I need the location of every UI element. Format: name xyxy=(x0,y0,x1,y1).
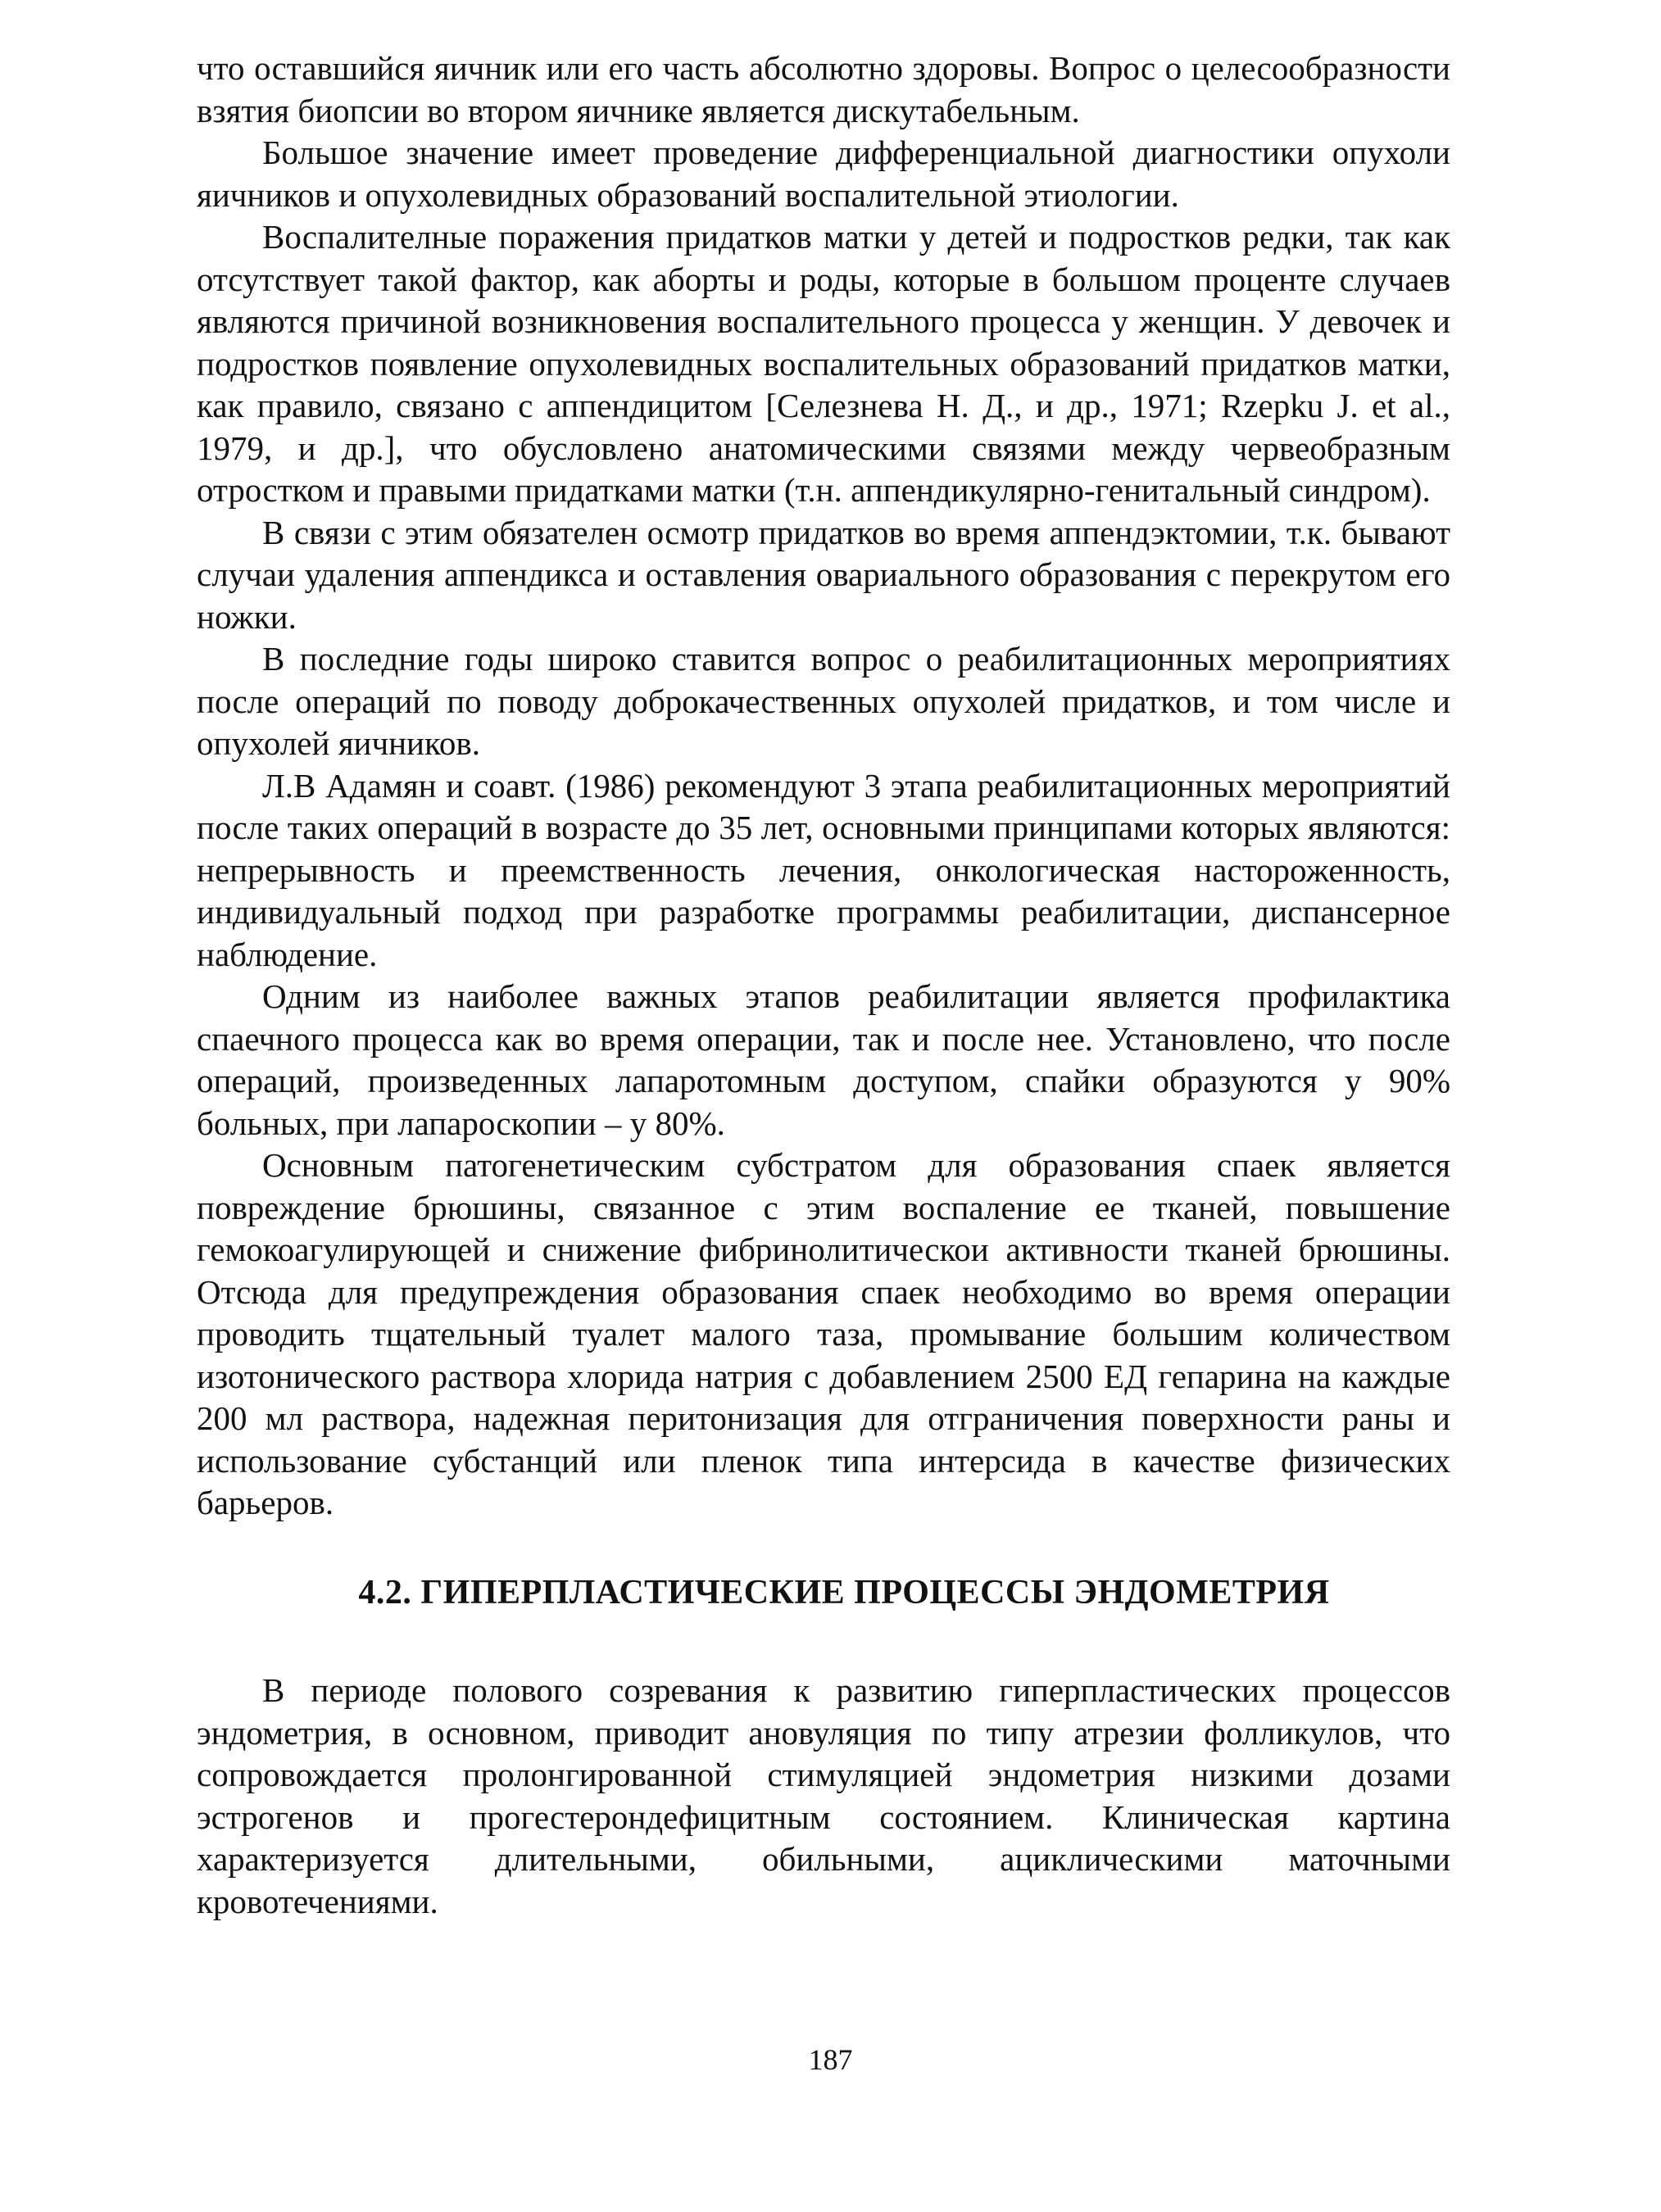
paragraph-appendectomy: В связи с этим обязателен осмотр придатков во время аппендэктомии, т.к. бывают случаи удаления аппендикса и оставления овариального образования с перекрутом его ножки. xyxy=(197,513,1450,636)
page-number: 187 xyxy=(808,2043,853,2076)
paragraph-adhesion-prevention: Одним из наиболее важных этапов реабилитации является профилактика спаечного процесса как во время операции, так и после нее. Установлено, что после операций, произведенных лапаротомным доступом, спайки образуются у 90% больных, при лапароскопии – у 80%. xyxy=(197,977,1450,1142)
paragraph-inflammatory-lesions: Воспалителные поражения придатков матки у детей и подростков редки, так как отсутствует такой фактор, как аборты и роды, которые в большом проценте случаев являются причиной возникновения воспалительного процесса у женщин. У девочек и подростков появление опухолевидных воспалительных образований придатков матки, как правило, связано с аппендицитом [Селезнева Н. Д., и др., 1971; Rzepku J. et al., 1979, и др.], что обусловлено анатомическими связями между червеобразным отростком и правыми придатками матки (т.н. аппендикулярно-генитальный синдром). xyxy=(197,218,1450,509)
page-body xyxy=(197,48,1450,1923)
paragraph-puberty: В периоде полового созревания к развитию гиперпластических процессов эндометрия, в основном, приводит ановуляция по типу атрезии фолликулов, что сопровождается пролонгированной стимуляцией эндометрия низкими дозами эстрогенов и прогестерондефицитным состоянием. Клиническая картина характеризуется длительными, обильными, ациклическими маточными кровотечениями. xyxy=(197,1671,1450,1920)
paragraph-rehabilitation: В последние годы широко ставится вопрос о реабилитационных мероприятиях после операций по поводу доброкачественных опухолей придатков, и том числе и опухолей яичников. xyxy=(197,640,1450,762)
paragraph-continuation: что оставшийся яичник или его часть абсолютно здоровы. Вопрос о целесообразности взятия биопсии во втором яичнике является дискутабельным. xyxy=(197,49,1450,129)
paragraph-pathogenesis: Основным патогенетическим субстратом для образования спаек является повреждение брюшины, связанное с этим воспаление ее тканей, повышение гемокоагулирующей и снижение фибринолитическои активности тканей брюшины. Отсюда для предупреждения образования спаек необходимо во время операции проводить тщательный туалет малого таза, промывание большим количеством изотонического раствора хлорида натрия с добавлением 2500 ЕД гепарина на каждые 200 мл раствора, надежная перитонизация для отграничения поверхности раны и использование субстанций или пленок типа интерсида в качестве физических барьеров. xyxy=(197,1146,1450,1521)
paragraph-differential-diagnosis: Большое значение имеет проведение дифференциальной диагностики опухоли яичников и опухолевидных образований воспалительной этиологии. xyxy=(197,134,1450,214)
section-heading: 4.2. ГИПЕРПЛАСТИЧЕСКИЕ ПРОЦЕССЫ ЭНДОМЕТРИЯ xyxy=(358,1573,1330,1611)
paragraph-adamyan: Л.В Адамян и соавт. (1986) рекомендуют 3 этапа реабилитационных мероприятий после таких операций в возрасте до 35 лет, основными принципами которых являются: непрерывность и преемственность лечения, онкологическая настороженность, индивидуальный подход при разработке программы реабилитации, диспансерное наблюдение. xyxy=(197,766,1450,973)
